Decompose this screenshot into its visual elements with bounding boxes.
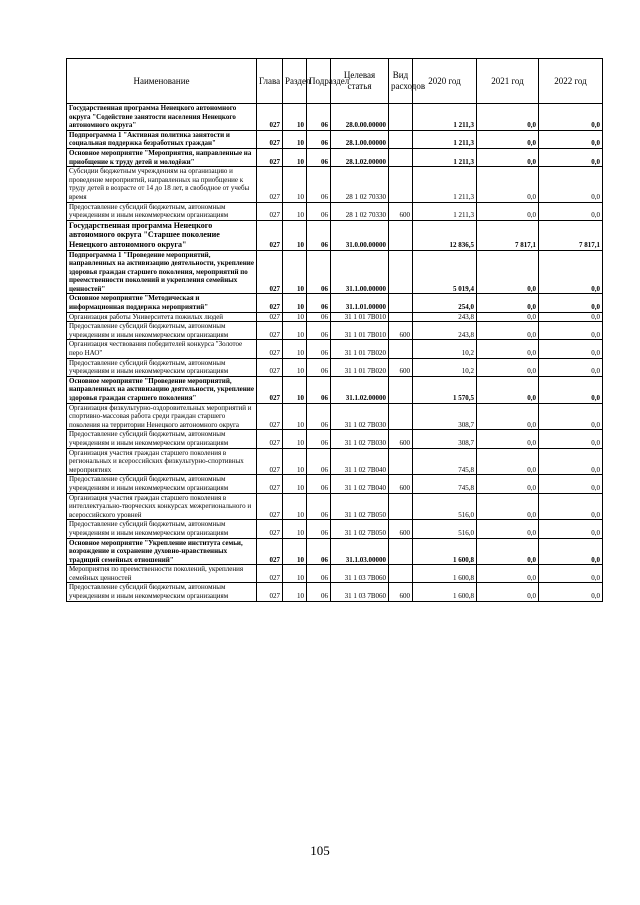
header-glava: Глава: [257, 59, 283, 104]
cell-y2021: 0,0: [477, 340, 539, 358]
cell-y2022: 0,0: [539, 294, 603, 312]
cell-y2021: 0,0: [477, 583, 539, 601]
cell-glava: 027: [257, 565, 283, 583]
cell-vid: [389, 294, 413, 312]
cell-razdel: 10: [283, 520, 307, 538]
cell-glava: 027: [257, 430, 283, 448]
cell-podrazdel: 06: [307, 167, 331, 202]
cell-y2022: 0,0: [539, 430, 603, 448]
cell-glava: 027: [257, 448, 283, 475]
cell-vid: 600: [389, 358, 413, 376]
cell-vid: 600: [389, 430, 413, 448]
page-number: 105: [310, 843, 330, 858]
cell-glava: 027: [257, 340, 283, 358]
cell-glava: 027: [257, 202, 283, 220]
cell-name: Основное мероприятие "Методическая и информационная поддержка мероприятий": [67, 294, 257, 312]
table-row: [67, 448, 603, 475]
cell-y2020: 10,2: [413, 340, 477, 358]
table-row: [67, 220, 603, 250]
cell-razdel: 10: [283, 403, 307, 430]
cell-podrazdel: 06: [307, 104, 331, 131]
cell-vid: [389, 250, 413, 294]
cell-statya: 31.1.02.00000: [331, 376, 389, 403]
cell-vid: [389, 220, 413, 250]
cell-razdel: 10: [283, 312, 307, 322]
cell-razdel: 10: [283, 220, 307, 250]
cell-y2020: 516,0: [413, 493, 477, 520]
table-row: [67, 340, 603, 358]
cell-y2021: 0,0: [477, 493, 539, 520]
cell-y2021: 0,0: [477, 104, 539, 131]
cell-razdel: 10: [283, 148, 307, 166]
cell-name: Организация участия граждан старшего поколения в региональных и всероссийских физкультурно-спортивных мероприятиях: [67, 448, 257, 475]
table-row: [67, 493, 603, 520]
cell-podrazdel: 06: [307, 250, 331, 294]
table-row: [67, 538, 603, 565]
cell-vid: [389, 340, 413, 358]
cell-razdel: 10: [283, 167, 307, 202]
cell-y2020: 12 836,5: [413, 220, 477, 250]
cell-y2022: 0,0: [539, 167, 603, 202]
cell-name: Мероприятия по преемственности поколений, укрепления семейных ценностей: [67, 565, 257, 583]
cell-y2022: 0,0: [539, 358, 603, 376]
cell-glava: 027: [257, 250, 283, 294]
cell-statya: 31.0.00.00000: [331, 220, 389, 250]
cell-name: Основное мероприятие "Укрепление института семьи, возрождение и сохранение духовно-нравственных традиций семейных отношений": [67, 538, 257, 565]
cell-y2021: 0,0: [477, 448, 539, 475]
cell-y2021: 0,0: [477, 538, 539, 565]
cell-statya: 31.1.00.00000: [331, 250, 389, 294]
cell-razdel: 10: [283, 493, 307, 520]
table-row: [67, 312, 603, 322]
cell-statya: 31 1 03 7В060: [331, 565, 389, 583]
cell-y2021: 7 817,1: [477, 220, 539, 250]
header-2022: 2022 год: [539, 59, 603, 104]
cell-y2022: 0,0: [539, 493, 603, 520]
table-row: [67, 130, 603, 148]
cell-podrazdel: 06: [307, 294, 331, 312]
cell-razdel: 10: [283, 565, 307, 583]
cell-y2021: 0,0: [477, 202, 539, 220]
cell-statya: 28 1 02 70330: [331, 202, 389, 220]
cell-y2021: 0,0: [477, 250, 539, 294]
cell-y2021: 0,0: [477, 403, 539, 430]
cell-name: Субсидии бюджетным учреждениям на организацию и проведение мероприятий, направленных на приобщение к труду детей в возрасте от 14 до 18 лет, в свободное от учебы время: [67, 167, 257, 202]
cell-y2020: 1 211,3: [413, 167, 477, 202]
cell-vid: [389, 104, 413, 131]
table-row: [67, 322, 603, 340]
cell-statya: 28.1.02.00000: [331, 148, 389, 166]
table-row: [67, 358, 603, 376]
cell-name: Предоставление субсидий бюджетным, автономным учреждениям и иным некоммерческим организациям: [67, 358, 257, 376]
cell-y2021: 0,0: [477, 358, 539, 376]
cell-y2022: 0,0: [539, 340, 603, 358]
cell-glava: 027: [257, 493, 283, 520]
cell-y2022: 0,0: [539, 148, 603, 166]
cell-y2022: 0,0: [539, 475, 603, 493]
cell-y2022: 0,0: [539, 250, 603, 294]
cell-razdel: 10: [283, 538, 307, 565]
cell-glava: 027: [257, 104, 283, 131]
header-2020: 2020 год: [413, 59, 477, 104]
cell-razdel: 10: [283, 358, 307, 376]
cell-name: Предоставление субсидий бюджетным, автономным учреждениям и иным некоммерческим организациям: [67, 322, 257, 340]
cell-statya: 31 1 01 7В020: [331, 358, 389, 376]
cell-y2020: 308,7: [413, 403, 477, 430]
cell-y2021: 0,0: [477, 312, 539, 322]
cell-vid: 600: [389, 583, 413, 601]
cell-glava: 027: [257, 520, 283, 538]
budget-table: [66, 58, 603, 602]
cell-name: Организация физкультурно-оздоровительных мероприятий и спортивно-массовая работа среди граждан старшего поколения на территории Ненецкого автономного округа: [67, 403, 257, 430]
header-name: Наименование: [67, 59, 257, 104]
cell-vid: 600: [389, 520, 413, 538]
cell-razdel: 10: [283, 250, 307, 294]
cell-y2020: 5 019,4: [413, 250, 477, 294]
cell-y2022: 0,0: [539, 104, 603, 131]
cell-podrazdel: 06: [307, 538, 331, 565]
cell-vid: [389, 493, 413, 520]
cell-vid: [389, 448, 413, 475]
cell-y2022: 0,0: [539, 565, 603, 583]
cell-podrazdel: 06: [307, 565, 331, 583]
cell-glava: 027: [257, 322, 283, 340]
cell-name: Предоставление субсидий бюджетным, автономным учреждениям и иным некоммерческим организациям: [67, 475, 257, 493]
cell-glava: 027: [257, 538, 283, 565]
cell-vid: [389, 538, 413, 565]
cell-name: Организация работы Университета пожилых людей: [67, 312, 257, 322]
cell-y2021: 0,0: [477, 322, 539, 340]
header-statya: Целевая статья: [331, 59, 389, 104]
cell-y2021: 0,0: [477, 430, 539, 448]
budget-table-page: [66, 58, 602, 602]
cell-name: Государственная программа Ненецкого автономного округа "Старшее поколение Ненецкого автономного округа": [67, 220, 257, 250]
cell-statya: 28.0.00.00000: [331, 104, 389, 131]
cell-razdel: 10: [283, 340, 307, 358]
cell-y2020: 308,7: [413, 430, 477, 448]
cell-y2020: 1 211,3: [413, 130, 477, 148]
cell-vid: [389, 403, 413, 430]
cell-glava: 027: [257, 130, 283, 148]
cell-vid: [389, 167, 413, 202]
cell-glava: 027: [257, 358, 283, 376]
cell-y2020: 1 211,3: [413, 202, 477, 220]
cell-podrazdel: 06: [307, 376, 331, 403]
cell-y2020: 1 211,3: [413, 148, 477, 166]
header-razdel: Раздел: [283, 59, 307, 104]
cell-y2022: 0,0: [539, 403, 603, 430]
cell-podrazdel: 06: [307, 403, 331, 430]
cell-y2020: 243,8: [413, 322, 477, 340]
cell-name: Предоставление субсидий бюджетным, автономным учреждениям и иным некоммерческим организациям: [67, 202, 257, 220]
cell-statya: 31 1 01 7В020: [331, 340, 389, 358]
cell-glava: 027: [257, 403, 283, 430]
cell-podrazdel: 06: [307, 583, 331, 601]
table-row: [67, 565, 603, 583]
cell-y2021: 0,0: [477, 167, 539, 202]
cell-podrazdel: 06: [307, 130, 331, 148]
cell-y2022: 0,0: [539, 322, 603, 340]
cell-statya: 31 1 02 7В050: [331, 493, 389, 520]
cell-razdel: 10: [283, 294, 307, 312]
table-body: [67, 104, 603, 602]
cell-name: Предоставление субсидий бюджетным, автономным учреждениям и иным некоммерческим организациям: [67, 583, 257, 601]
header-2021: 2021 год: [477, 59, 539, 104]
cell-podrazdel: 06: [307, 312, 331, 322]
cell-y2021: 0,0: [477, 520, 539, 538]
table-row: [67, 475, 603, 493]
table-row: [67, 583, 603, 601]
cell-vid: [389, 130, 413, 148]
cell-name: Основное мероприятие "Мероприятия, направленные на приобщение к труду детей и молодёжи": [67, 148, 257, 166]
cell-podrazdel: 06: [307, 493, 331, 520]
cell-y2022: 0,0: [539, 583, 603, 601]
cell-statya: 31 1 02 7В040: [331, 448, 389, 475]
cell-vid: [389, 376, 413, 403]
cell-y2021: 0,0: [477, 148, 539, 166]
cell-glava: 027: [257, 583, 283, 601]
cell-y2022: 0,0: [539, 312, 603, 322]
cell-podrazdel: 06: [307, 430, 331, 448]
cell-statya: 28 1 02 70330: [331, 167, 389, 202]
table-row: [67, 403, 603, 430]
cell-glava: 027: [257, 312, 283, 322]
cell-razdel: 10: [283, 322, 307, 340]
cell-podrazdel: 06: [307, 520, 331, 538]
cell-statya: 28.1.00.00000: [331, 130, 389, 148]
cell-y2020: 254,0: [413, 294, 477, 312]
cell-statya: 31 1 02 7В030: [331, 430, 389, 448]
cell-name: Основное мероприятие "Проведение мероприятий, направленных на активизацию деятельности, укрепление здоровья граждан старшего поколения": [67, 376, 257, 403]
cell-razdel: 10: [283, 430, 307, 448]
cell-razdel: 10: [283, 104, 307, 131]
cell-vid: [389, 312, 413, 322]
table-row: [67, 520, 603, 538]
cell-y2020: 745,8: [413, 475, 477, 493]
cell-statya: 31 1 02 7В030: [331, 403, 389, 430]
cell-podrazdel: 06: [307, 148, 331, 166]
table-row: [67, 294, 603, 312]
cell-y2020: 10,2: [413, 358, 477, 376]
cell-y2021: 0,0: [477, 376, 539, 403]
table-row: [67, 148, 603, 166]
cell-razdel: 10: [283, 448, 307, 475]
cell-podrazdel: 06: [307, 340, 331, 358]
cell-statya: 31.1.01.00000: [331, 294, 389, 312]
cell-y2020: 1 211,3: [413, 104, 477, 131]
cell-name: Подпрограмма 1 "Проведение мероприятий, направленных на активизацию деятельности, укрепление здоровья граждан старшего поколения, мероприятий по преемственности поколений и укрепления семейных ценностей": [67, 250, 257, 294]
cell-vid: 600: [389, 202, 413, 220]
cell-glava: 027: [257, 148, 283, 166]
cell-podrazdel: 06: [307, 202, 331, 220]
cell-razdel: 10: [283, 475, 307, 493]
cell-statya: 31 1 03 7В060: [331, 583, 389, 601]
cell-statya: 31.1.03.00000: [331, 538, 389, 565]
cell-y2021: 0,0: [477, 294, 539, 312]
table-row: [67, 202, 603, 220]
cell-podrazdel: 06: [307, 358, 331, 376]
cell-vid: [389, 148, 413, 166]
cell-name: Государственная программа Ненецкого автономного округа "Содействие занятости населения Ненецкого автономного округа": [67, 104, 257, 131]
cell-y2022: 0,0: [539, 538, 603, 565]
cell-statya: 31 1 02 7В050: [331, 520, 389, 538]
table-header-row: [67, 59, 603, 104]
cell-podrazdel: 06: [307, 475, 331, 493]
cell-podrazdel: 06: [307, 220, 331, 250]
cell-name: Организация чествования победителей конкурса "Золотое перо НАО": [67, 340, 257, 358]
table-row: [67, 430, 603, 448]
cell-name: Подпрограмма 1 "Активная политика занятости и социальная поддержка безработных граждан": [67, 130, 257, 148]
cell-name: Предоставление субсидий бюджетным, автономным учреждениям и иным некоммерческим организациям: [67, 520, 257, 538]
cell-razdel: 10: [283, 130, 307, 148]
cell-y2020: 516,0: [413, 520, 477, 538]
cell-razdel: 10: [283, 202, 307, 220]
cell-y2020: 1 600,8: [413, 565, 477, 583]
cell-statya: 31 1 01 7В010: [331, 322, 389, 340]
cell-y2020: 1 600,8: [413, 583, 477, 601]
cell-y2021: 0,0: [477, 565, 539, 583]
cell-vid: 600: [389, 475, 413, 493]
cell-glava: 027: [257, 376, 283, 403]
cell-statya: 31 1 01 7В010: [331, 312, 389, 322]
cell-y2020: 1 570,5: [413, 376, 477, 403]
cell-glava: 027: [257, 220, 283, 250]
cell-vid: [389, 565, 413, 583]
cell-y2022: 0,0: [539, 130, 603, 148]
cell-y2022: 0,0: [539, 202, 603, 220]
header-podrazdel: Подраздел: [307, 59, 331, 104]
cell-vid: 600: [389, 322, 413, 340]
cell-y2020: 745,8: [413, 448, 477, 475]
cell-y2022: 0,0: [539, 448, 603, 475]
cell-podrazdel: 06: [307, 322, 331, 340]
table-row: [67, 250, 603, 294]
cell-podrazdel: 06: [307, 448, 331, 475]
cell-glava: 027: [257, 294, 283, 312]
cell-statya: 31 1 02 7В040: [331, 475, 389, 493]
table-row: [67, 376, 603, 403]
header-vid: Вид расходов: [389, 59, 413, 104]
cell-y2021: 0,0: [477, 130, 539, 148]
table-row: [67, 167, 603, 202]
cell-y2022: 7 817,1: [539, 220, 603, 250]
cell-glava: 027: [257, 475, 283, 493]
cell-name: Предоставление субсидий бюджетным, автономным учреждениям и иным некоммерческим организациям: [67, 430, 257, 448]
cell-y2021: 0,0: [477, 475, 539, 493]
cell-y2022: 0,0: [539, 520, 603, 538]
cell-razdel: 10: [283, 583, 307, 601]
cell-y2022: 0,0: [539, 376, 603, 403]
table-row: [67, 104, 603, 131]
cell-glava: 027: [257, 167, 283, 202]
cell-y2020: 243,8: [413, 312, 477, 322]
cell-razdel: 10: [283, 376, 307, 403]
cell-y2020: 1 600,8: [413, 538, 477, 565]
cell-name: Организация участия граждан старшего поколения в интеллектуально-творческих конкурсах межрегионального и всероссийского уровней: [67, 493, 257, 520]
